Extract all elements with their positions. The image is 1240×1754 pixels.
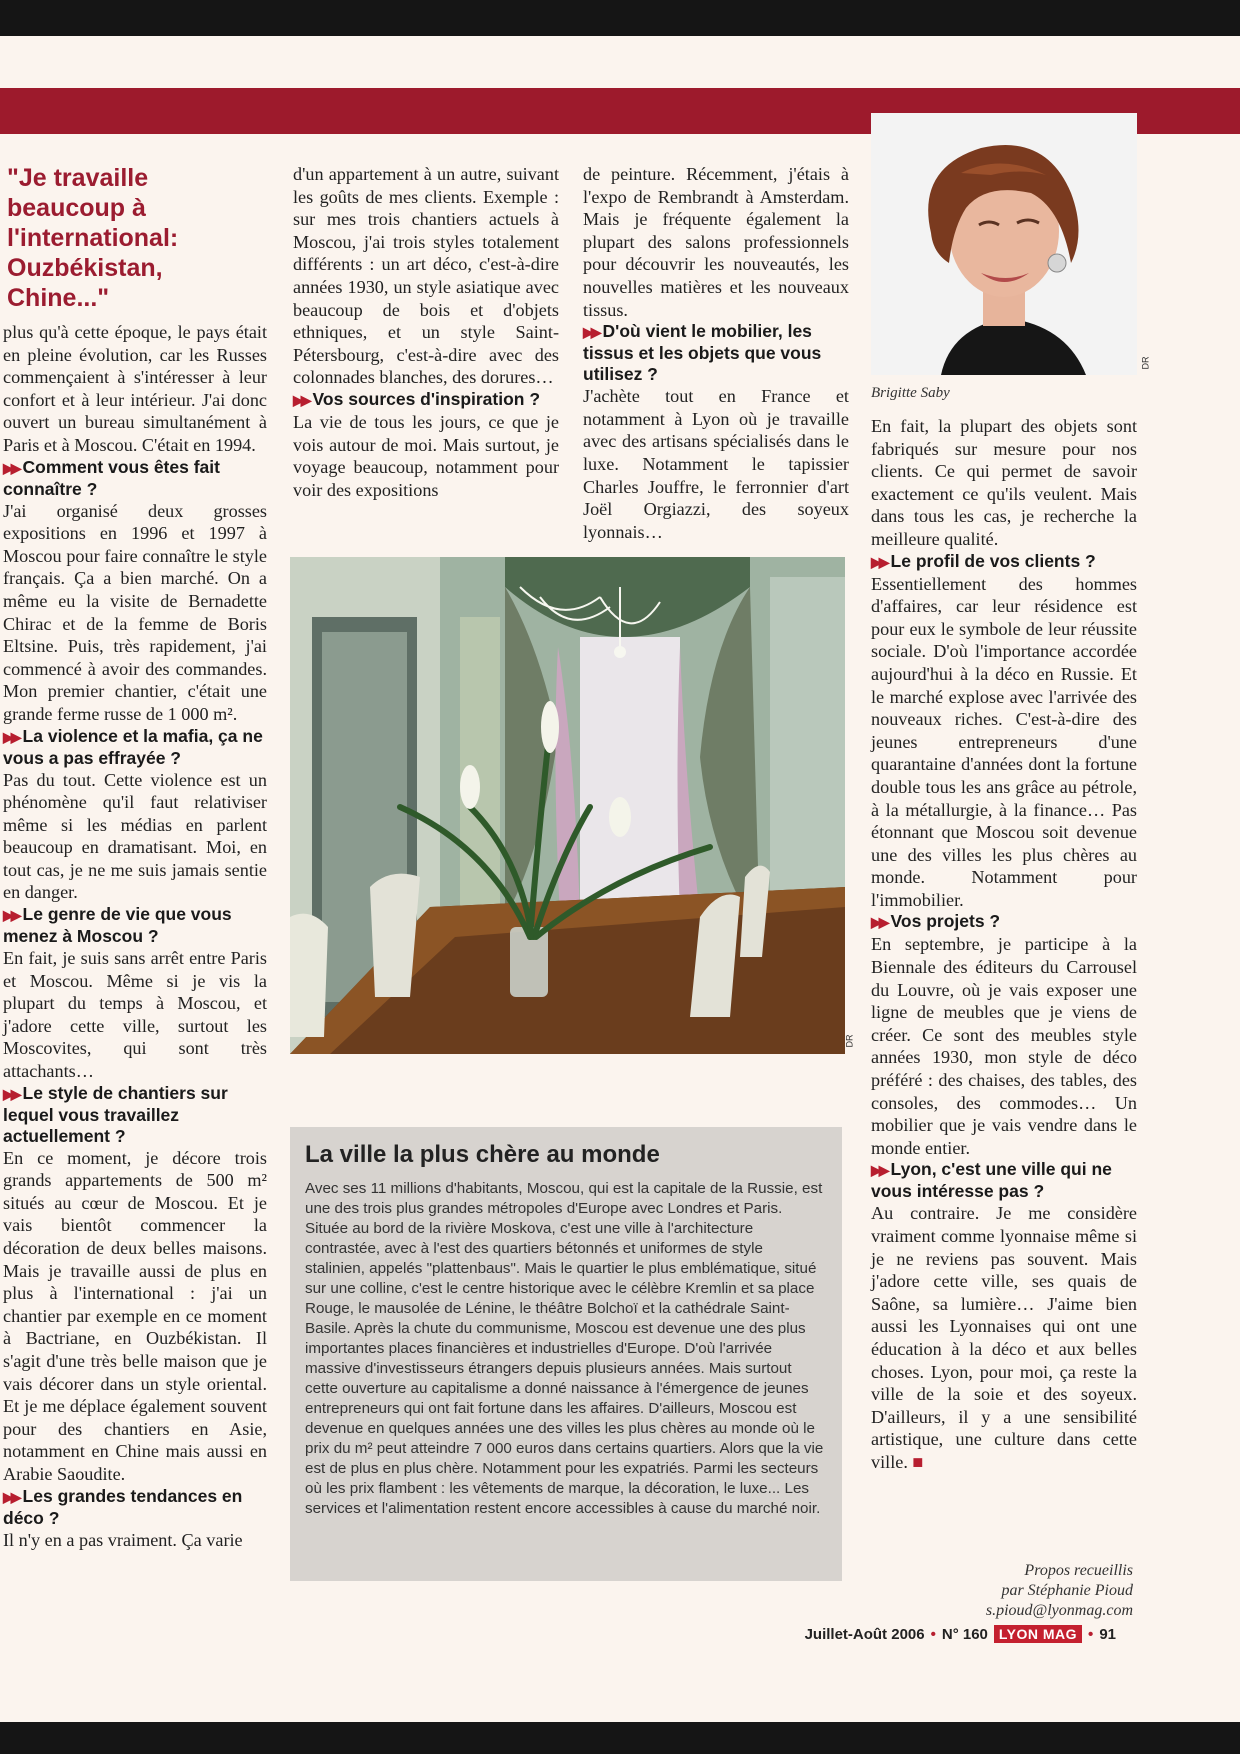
sidebar-body: Avec ses 11 millions d'habitants, Moscou, qui est la capitale de la Russie, est une des trois plus grandes métropoles d'Europe avec Londres et Paris. Située au bord de la rivière Moskova, c'est une ville à l'architecture contrastée, avec à l'est des quartiers bétonnés et uniformes de style stalinien, appelés "plattenbaus". Mais le quartier le plus emblématique, situé sur une colline, c'est le centre historique avec le célèbre Kremlin et sa place Rouge, le mausolée de Lénine, le théâtre Bolchoï et la cathédrale Saint-Basile. Après la chute du communisme, Moscou est devenue une des plus importantes places financières et industrielles d'Europe. D'où l'arrivée massive d'investisseurs étrangers depuis plusieurs années. Mais surtout cette ouverture au capitalisme a donné naissance à l'émergence de jeunes entrepreneurs qui ont fait fortune dans les affaires. D'ailleurs, Moscou est devenue en quelques années une des villes les plus chères au monde où le prix du m² peut atteindre 7 000 euros dans certains quartiers. Alors que la vie est de plus en plus chère. Notamment pour les expatriés. Parmi les secteurs où les prix flambent : les vêtements de marque, la décoration, le luxe... Les services et l'alimentation restent encore accessibles à cause du marché noir. — [305, 1180, 824, 1517]
column-3 — [583, 163, 849, 543]
paragraph: de peinture. Récemment, j'étais à l'expo de Rembrandt à Amsterdam. Mais je fréquente également la plupart des salons professionnels pour découvrir les nouveautés, les nouvelles matières et les nouveaux tissus. — [583, 164, 849, 320]
paragraph: J'ai organisé deux grosses expositions en 1996 et 1997 à Moscou pour faire connaître le style français. Ça a bien marché. On a même eu la visite de Bernadette Chirac et de la femme de Boris Eltsine. Puis, très rapidement, j'ai commencé à avoir des commandes. Mon premier chantier, c'était une grande ferme russe de 1 000 m². — [3, 500, 267, 724]
credits-author: par Stéphanie Pioud — [1001, 1582, 1133, 1599]
portrait-photo — [871, 113, 1137, 375]
credits-email[interactable]: s.pioud@lyonmag.com — [985, 1602, 1133, 1619]
pull-quote: "Je travaille beaucoup à l'international: Ouzbékistan, Chine..." — [7, 164, 179, 312]
page-number: 91 — [1099, 1625, 1116, 1643]
paragraph: J'achète tout en France et notamment à Lyon où je travaille avec des artisans spécialisés dans le luxe. Notamment le tapissier Charles Jouffre, le ferronnier d'art Joël Orgiazzi, des soyeux lyonnais… — [583, 386, 849, 542]
column-4 — [871, 415, 1137, 1474]
sidebar-title: La ville la plus chère au monde — [305, 1141, 660, 1168]
bullet-icon: • — [930, 1625, 936, 1643]
question-heading: ▶▶ Vos projets ? — [871, 911, 1001, 932]
question-heading: ▶▶ Les grandes tendances en déco ? — [3, 1485, 243, 1528]
double-arrow-icon: ▶▶ — [871, 553, 887, 570]
question-heading: ▶▶ D'où vient le mobilier, les tissus et les objets que vous utilisez ? — [583, 321, 822, 385]
end-mark-icon: ■ — [912, 1451, 924, 1472]
paragraph: En fait, je suis sans arrêt entre Paris et Moscou. Même si je vis la plupart du temps à Moscou, et j'adore cette ville, surtout les Moscovites, qui sont très attachants… — [3, 948, 267, 1082]
issue-date: Juillet-Août 2006 — [804, 1625, 925, 1643]
dining-room-illustration — [290, 557, 845, 1054]
double-arrow-icon: ▶▶ — [3, 907, 19, 924]
magazine-page — [0, 36, 1240, 1722]
double-arrow-icon: ▶▶ — [3, 1488, 19, 1505]
paragraph: d'un appartement à un autre, suivant les goûts de mes clients. Exemple : sur mes trois chantiers actuels à Moscou, j'ai trois styles totalement différents : un art déco, c'est-à-dire années 1930, un style asiatique avec beaucoup de bois et d'objets ethniques, et un style Saint-Pétersbourg, c'est-à-dire avec des colonnades blanches, des dorures… — [293, 164, 559, 388]
question-heading: ▶▶ Vos sources d'inspiration ? — [293, 388, 541, 409]
question-heading: ▶▶ Comment vous êtes fait connaître ? — [3, 456, 220, 499]
double-arrow-icon: ▶▶ — [3, 728, 19, 745]
paragraph: Il n'y en a pas vraiment. Ça varie — [3, 1529, 243, 1550]
question-heading: ▶▶ Le profil de vos clients ? — [871, 550, 1096, 571]
paragraph: La vie de tous les jours, ce que je vois autour de moi. Mais surtout, je voyage beaucoup, notamment pour voir des expositions — [293, 411, 559, 500]
question-heading: ▶▶ La violence et la mafia, ça ne vous a pas effrayée ? — [3, 725, 263, 768]
double-arrow-icon: ▶▶ — [583, 324, 599, 341]
column-1 — [3, 163, 267, 1551]
issue-number: N° 160 — [941, 1625, 988, 1643]
paragraph: Essentiellement des hommes d'affaires, car leur résidence est pour eux le symbole de leur réussite sociale. D'où l'importance accordée aujourd'hui à la déco en Russie. Et le marché explose avec l'arrivée des nouveaux riches. C'est-à-dire des jeunes entrepreneurs d'une quarantaine d'années dont la fortune double tous les ans grâce au pétrole, à la métallurgie, à la finance… Pas étonnant que Moscou soit devenue une des villes les plus chères au monde. Notamment pour l'immobilier. — [871, 573, 1137, 910]
portrait-caption: Brigitte Saby — [871, 385, 950, 401]
paragraph: En fait, la plupart des objets sont fabriqués sur mesure pour nos clients. Ce qui permet de savoir exactement ce qu'ils veulent. Mais dans tous les cas, je recherche la meilleure qualité. — [871, 416, 1137, 549]
interior-photo — [290, 557, 845, 1054]
paragraph: plus qu'à cette époque, le pays était en pleine évolution, car les Russes commençaient à s'intéresser à leur confort et à leur intérieur. J'ai donc ouvert un bureau simultanément à Paris et à Moscou. C'était en 1994. — [3, 322, 267, 455]
double-arrow-icon: ▶▶ — [3, 459, 19, 476]
double-arrow-icon: ▶▶ — [3, 1085, 19, 1102]
page-footer — [805, 1625, 1116, 1643]
portrait-illustration — [871, 113, 1137, 375]
double-arrow-icon: ▶▶ — [871, 914, 887, 931]
paragraph: En ce moment, je décore trois grands appartements de 500 m² situés au cœur de Moscou. Et je vais bientôt commencer la décoration de deux belles maisons. Mais je travaille aussi de plus en plus à l'international : j'ai un chantier par exemple en ce moment à Bactriane, en Ouzbékistan. Il s'agit d'une très belle maison que je vais décorer dans un style oriental. Et je me déplace également souvent pour des chantiers en Asie, notamment en Chine mais aussi en Arabie Saoudite. — [3, 1147, 267, 1484]
bullet-icon: • — [1088, 1625, 1094, 1643]
question-heading: ▶▶ Le style de chantiers sur lequel vous travaillez actuellement ? — [3, 1082, 228, 1146]
column-2 — [293, 163, 559, 501]
photo-credit: DR — [844, 1034, 855, 1048]
magazine-logo: LYON MAG — [994, 1625, 1082, 1643]
double-arrow-icon: ▶▶ — [871, 1162, 887, 1179]
double-arrow-icon: ▶▶ — [293, 391, 309, 408]
interview-credits — [871, 1561, 1133, 1621]
paragraph: Pas du tout. Cette violence est un phénomène qu'il faut relativiser même si les médias en parlent beaucoup en dramatisant. Moi, en tout cas, je ne me suis jamais sentie en danger. — [3, 769, 267, 903]
sidebar-box — [290, 1127, 842, 1581]
paragraph: Au contraire. Je me considère vraiment comme lyonnaise même si je ne reviens pas souvent. Mais j'adore cette ville, ses quais de Saône, sa lumière… J'aime bien aussi les Lyonnaises qui ont une éducation à la déco et aux belles choses. Lyon, pour moi, ça reste la ville de la soie et des soyeux. D'ailleurs, il y a une sensibilité artistique, une culture dans cette ville. ■ — [871, 1203, 1137, 1472]
question-heading: ▶▶ Le genre de vie que vous menez à Moscou ? — [3, 904, 232, 947]
credits-line: Propos recueillis — [1024, 1562, 1133, 1579]
photo-credit: DR — [1140, 356, 1151, 370]
question-heading: ▶▶ Lyon, c'est une ville qui ne vous intéresse pas ? — [871, 1159, 1112, 1202]
paragraph: En septembre, je participe à la Biennale des éditeurs du Carrousel du Louvre, où je vais exposer une ligne de meubles que je viens de créer. Ce sont des meubles style années 1930, mon style de déco préféré : des chaises, des tables, des consoles, des commodes… Un mobilier que je vais vendre dans le monde entier. — [871, 934, 1137, 1158]
